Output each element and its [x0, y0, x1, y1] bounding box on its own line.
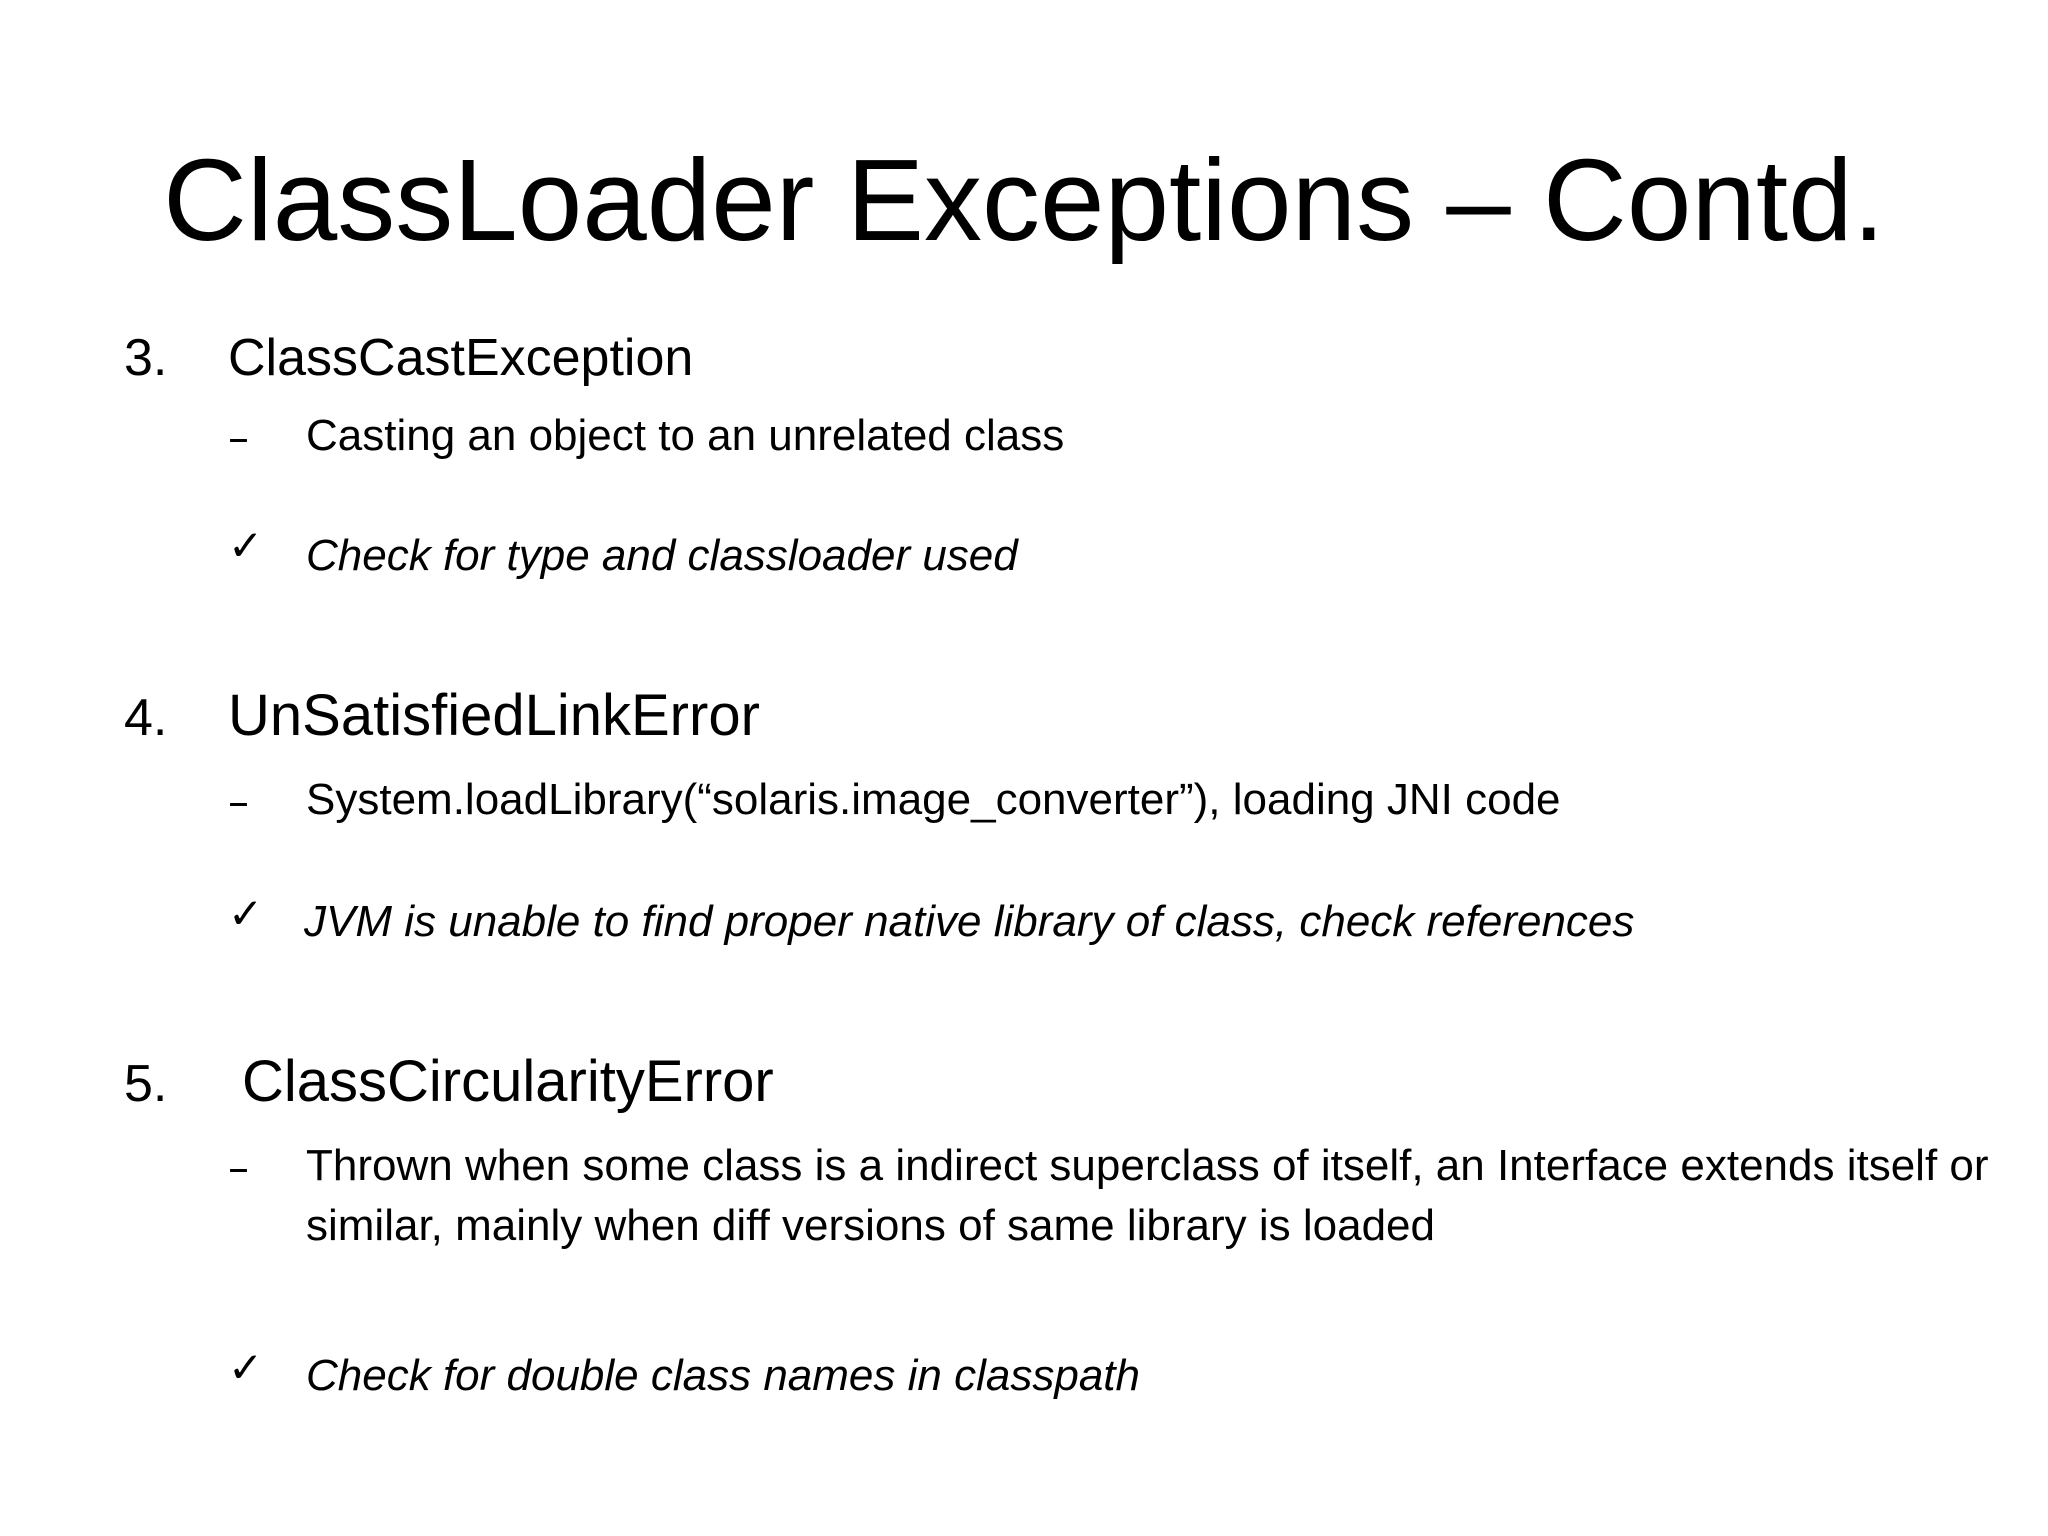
item-number: 5. [124, 1055, 168, 1113]
item-number: 3. [124, 329, 168, 387]
dash-bullet-icon: – [228, 777, 249, 826]
item-heading: ClassCircularityError [242, 1049, 774, 1114]
checkmark-icon: ✓ [228, 1343, 264, 1392]
checkmark-icon: ✓ [228, 521, 264, 570]
item-description: Casting an object to an unrelated class [306, 411, 1065, 460]
slide-title: ClassLoader Exceptions – Contd. [163, 135, 1885, 265]
item-heading: ClassCastException [228, 329, 694, 387]
item-description: Thrown when some class is a indirect superclass of itself, an Interface extends itself or similar, mainly when diff versions of same library is loaded [306, 1141, 1989, 1250]
item-description: System.loadLibrary(“solaris.image_converter”), loading JNI code [306, 775, 1561, 824]
item-number: 4. [124, 689, 168, 747]
item-tip: JVM is unable to find proper native library of class, check references [304, 897, 1635, 946]
checkmark-icon: ✓ [228, 889, 264, 938]
item-tip: Check for type and classloader used [306, 531, 1018, 580]
item-heading: UnSatisfiedLinkError [228, 683, 760, 748]
item-tip: Check for double class names in classpath [306, 1351, 1140, 1400]
dash-bullet-icon: – [228, 413, 249, 462]
dash-bullet-icon: – [228, 1143, 249, 1192]
